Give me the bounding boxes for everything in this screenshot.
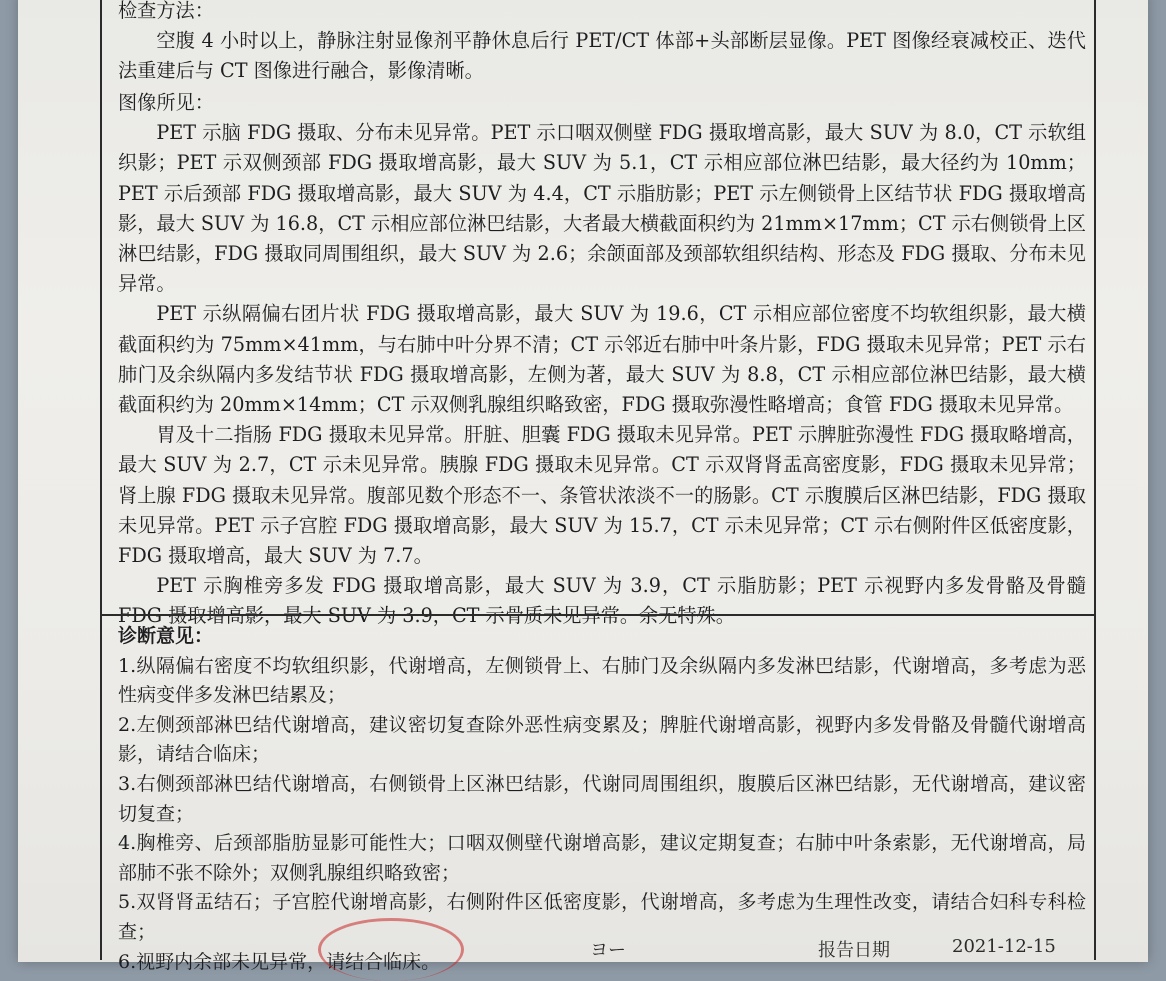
findings-paragraph-head-neck: PET 示脑 FDG 摄取、分布未见异常。PET 示口咽双侧壁 FDG 摄取增高影，最大 SUV 为 8.0，CT 示软组织影；PET 示双侧颈部 FDG 摄取增高影，最大 SUV 为 5.1，CT 示相应部位淋巴结影，最大径约为 10mm；PET 示后颈部 FDG 摄取增高影，最大 SUV 为 4.4，CT 示脂肪影；PET 示左侧锁骨上区结节状 FDG 摄取增高影，最大 SUV 为 16.8，CT 示相应部位淋巴结影，大者最大横截面积约为 21mm×17mm；CT 示右侧锁骨上区淋巴结影，FDG 摄取同周围组织，最大 SUV 为 2.6；余颌面部及颈部软组织结构、形态及 FDG 摄取、分布未见异常。 [118, 121, 1086, 296]
diagnosis-item-6: 6.视野内余部未见异常，请结合临床。 [118, 950, 441, 973]
report-date-label: 报告日期 [818, 940, 890, 961]
exam-method-heading: 检查方法： [118, 0, 214, 22]
exam-method-section [118, 0, 1086, 87]
diagnosis-heading: 诊断意见： [118, 625, 214, 647]
findings-paragraph-abdomen: 胃及十二指肠 FDG 摄取未见异常。肝脏、胆囊 FDG 摄取未见异常。PET 示脾脏弥漫性 FDG 摄取略增高，最大 SUV 为 2.7，CT 示未见异常。胰腺 FDG 摄取未见异常。CT 示双肾肾盂高密度影，FDG 摄取未见异常；肾上腺 FDG 摄取未见异常。腹部见数个形态不一、条管状浓淡不一的肠影。CT 示腹膜后区淋巴结影，FDG 摄取未见异常。PET 示子宫腔 FDG 摄取增高影，最大 SUV 为 15.7，CT 示未见异常；CT 示右侧附件区低密度影，FDG 摄取增高，最大 SUV 为 7.7。 [118, 423, 1086, 568]
diagnosis-item-2: 2.左侧颈部淋巴结代谢增高，建议密切复查除外恶性病变累及；脾脏代谢增高影，视野内多发骨骼及骨髓代谢增高影，请结合临床； [118, 713, 1086, 766]
exam-method-text: 空腹 4 小时以上，静脉注射显像剂平静休息后行 PET/CT 体部+头部断层显像。PET 图像经衰减校正、迭代法重建后与 CT 图像进行融合，影像清晰。 [118, 29, 1086, 83]
diagnosis-section [118, 622, 1086, 977]
findings-section [118, 88, 1086, 632]
report-date: 2021-12-15 [952, 936, 1056, 957]
signature-mark: ヨー [590, 940, 626, 961]
findings-paragraph-chest: PET 示纵隔偏右团片状 FDG 摄取增高影，最大 SUV 为 19.6，CT 示相应部位密度不均软组织影，最大横截面积约为 75mm×41mm，与右肺中叶分界不清；CT 示邻近右肺中叶条片影，FDG 摄取未见异常；PET 示右肺门及余纵隔内多发结节状 FDG 摄取增高影，左侧为著，最大 SUV 为 8.8，CT 示相应部位淋巴结影，最大横截面积约为 20mm×14mm；CT 示双侧乳腺组织略致密，FDG 摄取弥漫性略增高；食管 FDG 摄取未见异常。 [118, 302, 1086, 417]
diagnosis-item-5: 5.双肾肾盂结石；子宫腔代谢增高影，右侧附件区低密度影，代谢增高，多考虑为生理性改变，请结合妇科专科检查； [118, 891, 1086, 943]
diagnosis-item-1: 1.纵隔偏右密度不均软组织影，代谢增高，左侧锁骨上、右肺门及余纵隔内多发淋巴结影，代谢增高，多考虑为恶性病变伴多发淋巴结累及； [118, 654, 1086, 707]
section-divider [100, 614, 1096, 616]
red-seal-stamp [318, 918, 464, 981]
diagnosis-item-4: 4.胸椎旁、后颈部脂肪显影可能性大；口咽双侧壁代谢增高影，建议定期复查；右肺中叶条索影，无代谢增高，局部肺不张不除外；双侧乳腺组织略致密； [118, 832, 1086, 884]
findings-paragraph-skeleton: PET 示胸椎旁多发 FDG 摄取增高影，最大 SUV 为 3.9，CT 示脂肪影；PET 示视野内多发骨骼及骨髓 FDG 摄取增高影，最大 SUV 为 3.9，CT 示骨质未见异常。余无特殊。 [118, 574, 1086, 628]
findings-heading: 图像所见： [118, 91, 214, 114]
diagnosis-item-3: 3.右侧颈部淋巴结代谢增高，右侧锁骨上区淋巴结影，代谢同周围组织，腹膜后区淋巴结影，无代谢增高，建议密切复查； [118, 772, 1086, 825]
